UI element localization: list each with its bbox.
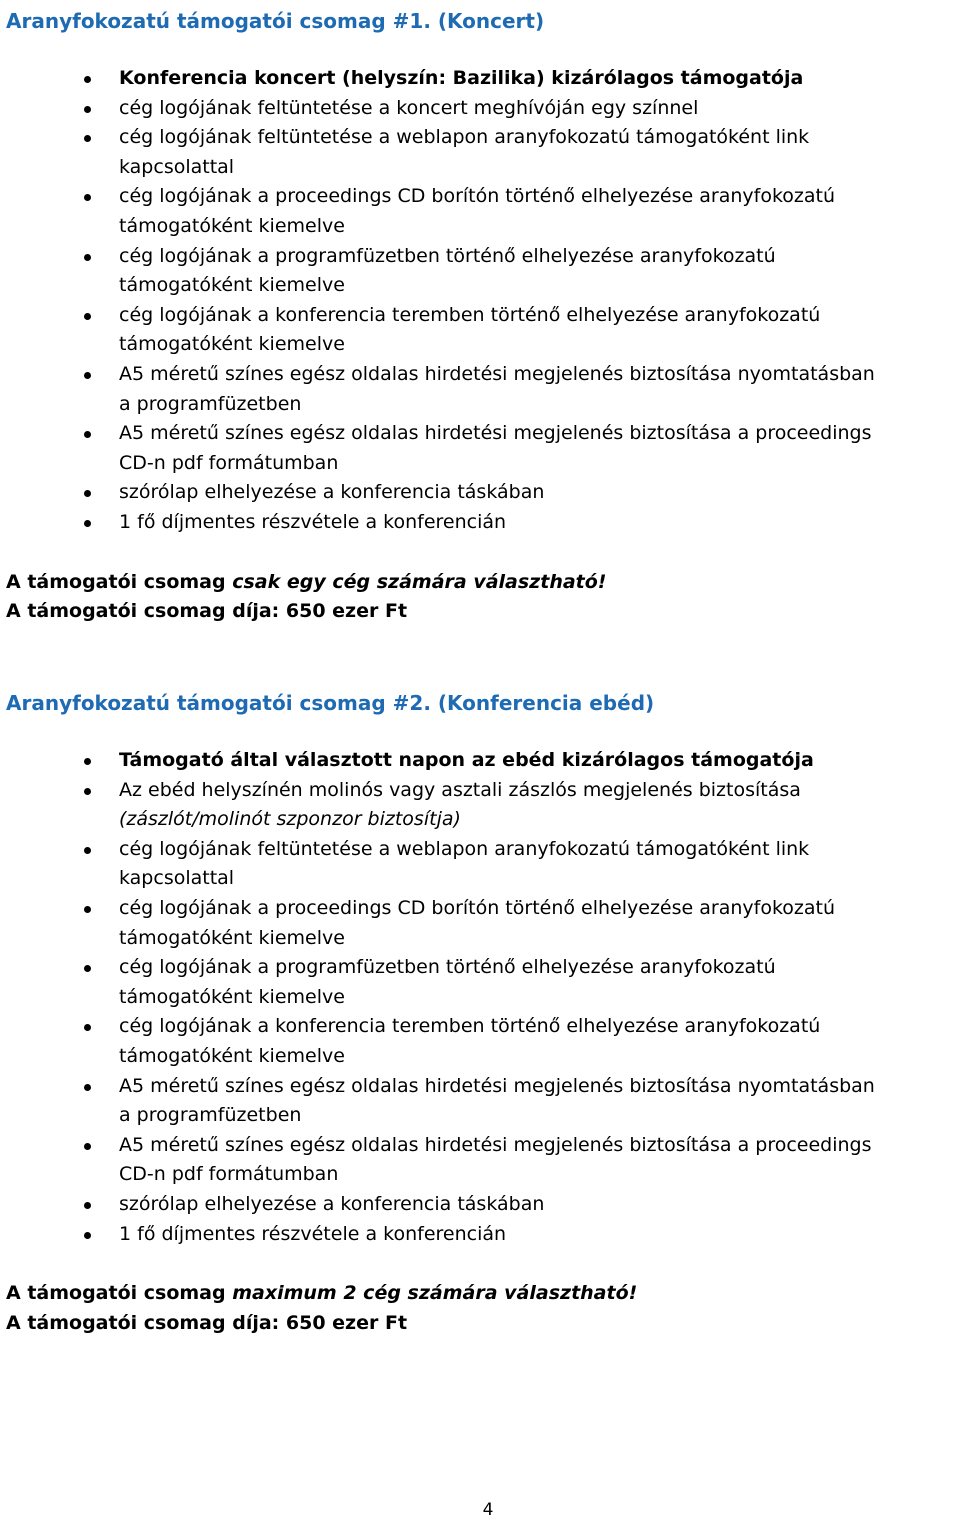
benefit-text: Konferencia koncert (helyszín: Bazilika) kizárólagos támogatója <box>119 67 804 89</box>
package-2-footer <box>6 1279 960 1338</box>
benefit-text: kapcsolattal <box>119 155 235 178</box>
benefit-item <box>6 242 960 301</box>
benefit-text: A5 méretű színes egész oldalas hirdetési megjelenés biztosítása a proceedings <box>119 1133 872 1156</box>
bullet-icon <box>84 1024 91 1031</box>
benefit-text: 1 fő díjmentes részvétele a konferencián <box>119 510 507 533</box>
benefit-item <box>6 894 960 953</box>
bullet-icon <box>84 194 91 201</box>
benefit-text: A5 méretű színes egész oldalas hirdetési megjelenés biztosítása nyomtatásban <box>119 1074 875 1097</box>
benefit-text: cég logójának feltüntetése a weblapon aranyfokozatú támogatóként link <box>119 837 810 860</box>
availability-emphasis: csak egy cég számára választható! <box>232 570 607 593</box>
benefit-text: támogatóként kiemelve <box>119 274 345 297</box>
bullet-icon <box>84 490 91 497</box>
benefit-text: cég logójának a konferencia teremben történő elhelyezése aranyfokozatú <box>119 303 821 326</box>
benefit-text: A5 méretű színes egész oldalas hirdetési megjelenés biztosítása a proceedings <box>119 422 872 445</box>
benefit-item <box>6 360 960 419</box>
bullet-icon <box>84 1202 91 1209</box>
availability-prefix: A támogatói csomag <box>6 1282 233 1305</box>
benefit-text: cég logójának a programfüzetben történő elhelyezése aranyfokozatú <box>119 956 776 979</box>
page-number: 4 <box>482 1500 494 1520</box>
benefit-item <box>6 478 960 508</box>
availability-prefix: A támogatói csomag <box>6 570 233 593</box>
bullet-icon <box>84 313 91 320</box>
benefit-text: kapcsolattal <box>119 867 235 890</box>
benefit-item <box>6 1072 960 1131</box>
benefit-item <box>6 776 960 835</box>
bullet-icon <box>84 906 91 913</box>
benefit-text: CD-n pdf formátumban <box>119 1163 339 1186</box>
benefit-text: támogatóként kiemelve <box>119 926 345 949</box>
benefit-text: cég logójának feltüntetése a weblapon aranyfokozatú támogatóként link <box>119 126 810 149</box>
benefit-text: támogatóként kiemelve <box>119 985 345 1008</box>
benefit-text: cég logójának a programfüzetben történő elhelyezése aranyfokozatú <box>119 244 776 267</box>
bullet-icon <box>84 1143 91 1150</box>
package-2-benefits-list <box>6 746 960 1249</box>
bullet-icon <box>84 76 91 83</box>
package-1-benefits-list <box>6 64 960 538</box>
benefit-text: CD-n pdf formátumban <box>119 451 339 474</box>
benefit-text: a programfüzetben <box>119 392 302 415</box>
bullet-icon <box>84 1232 91 1239</box>
package-2-heading: Aranyfokozatú támogatói csomag #2. (Konferencia ebéd) <box>6 691 655 715</box>
benefit-text: támogatóként kiemelve <box>119 214 345 237</box>
benefit-item <box>6 301 960 360</box>
benefit-item <box>6 508 960 538</box>
benefit-text: szórólap elhelyezése a konferencia táskában <box>119 1192 545 1215</box>
bullet-icon <box>84 965 91 972</box>
bullet-icon <box>84 520 91 527</box>
benefit-item <box>6 64 960 94</box>
benefit-item <box>6 746 960 776</box>
availability-emphasis: maximum 2 cég számára választható! <box>232 1282 638 1305</box>
benefit-note: (zászlót/molinót szponzor biztosítja) <box>119 808 461 831</box>
package-2-availability <box>6 1279 960 1309</box>
benefit-text: Támogató által választott napon az ebéd kizárólagos támogatója <box>119 749 814 771</box>
package-2-price: A támogatói csomag díja: 650 ezer Ft <box>6 1311 408 1334</box>
benefit-item <box>6 953 960 1012</box>
benefit-item <box>6 1012 960 1071</box>
benefit-item <box>6 1131 960 1190</box>
bullet-icon <box>84 372 91 379</box>
benefit-text: cég logójának a konferencia teremben történő elhelyezése aranyfokozatú <box>119 1015 821 1038</box>
bullet-icon <box>84 106 91 113</box>
package-1-availability <box>6 568 960 598</box>
benefit-item <box>6 182 960 241</box>
benefit-text: a programfüzetben <box>119 1104 302 1127</box>
benefit-text: cég logójának a proceedings CD borítón történő elhelyezése aranyfokozatú <box>119 185 835 208</box>
benefit-text: A5 méretű színes egész oldalas hirdetési megjelenés biztosítása nyomtatásban <box>119 362 875 385</box>
benefit-item <box>6 1220 960 1250</box>
package-1-heading: Aranyfokozatú támogatói csomag #1. (Koncert) <box>6 9 545 33</box>
benefit-item <box>6 835 960 894</box>
package-1-price: A támogatói csomag díja: 650 ezer Ft <box>6 600 408 623</box>
package-1-footer <box>6 568 960 627</box>
bullet-icon <box>84 135 91 142</box>
benefit-item <box>6 123 960 182</box>
benefit-text: támogatóként kiemelve <box>119 333 345 356</box>
benefit-text: cég logójának a proceedings CD borítón történő elhelyezése aranyfokozatú <box>119 896 835 919</box>
benefit-item <box>6 419 960 478</box>
benefit-text: Az ebéd helyszínén molinós vagy asztali zászlós megjelenés biztosítása <box>119 778 801 801</box>
benefit-item <box>6 1190 960 1220</box>
bullet-icon <box>84 758 91 765</box>
bullet-icon <box>84 788 91 795</box>
bullet-icon <box>84 847 91 854</box>
benefit-text: 1 fő díjmentes részvétele a konferencián <box>119 1222 507 1245</box>
benefit-text: szórólap elhelyezése a konferencia táskában <box>119 481 545 504</box>
bullet-icon <box>84 254 91 261</box>
package-1-section <box>6 4 960 627</box>
package-2-section <box>6 686 960 1338</box>
benefit-item <box>6 94 960 124</box>
bullet-icon <box>84 431 91 438</box>
benefit-text: támogatóként kiemelve <box>119 1044 345 1067</box>
benefit-text: cég logójának feltüntetése a koncert meghívóján egy színnel <box>119 96 699 119</box>
bullet-icon <box>84 1084 91 1091</box>
